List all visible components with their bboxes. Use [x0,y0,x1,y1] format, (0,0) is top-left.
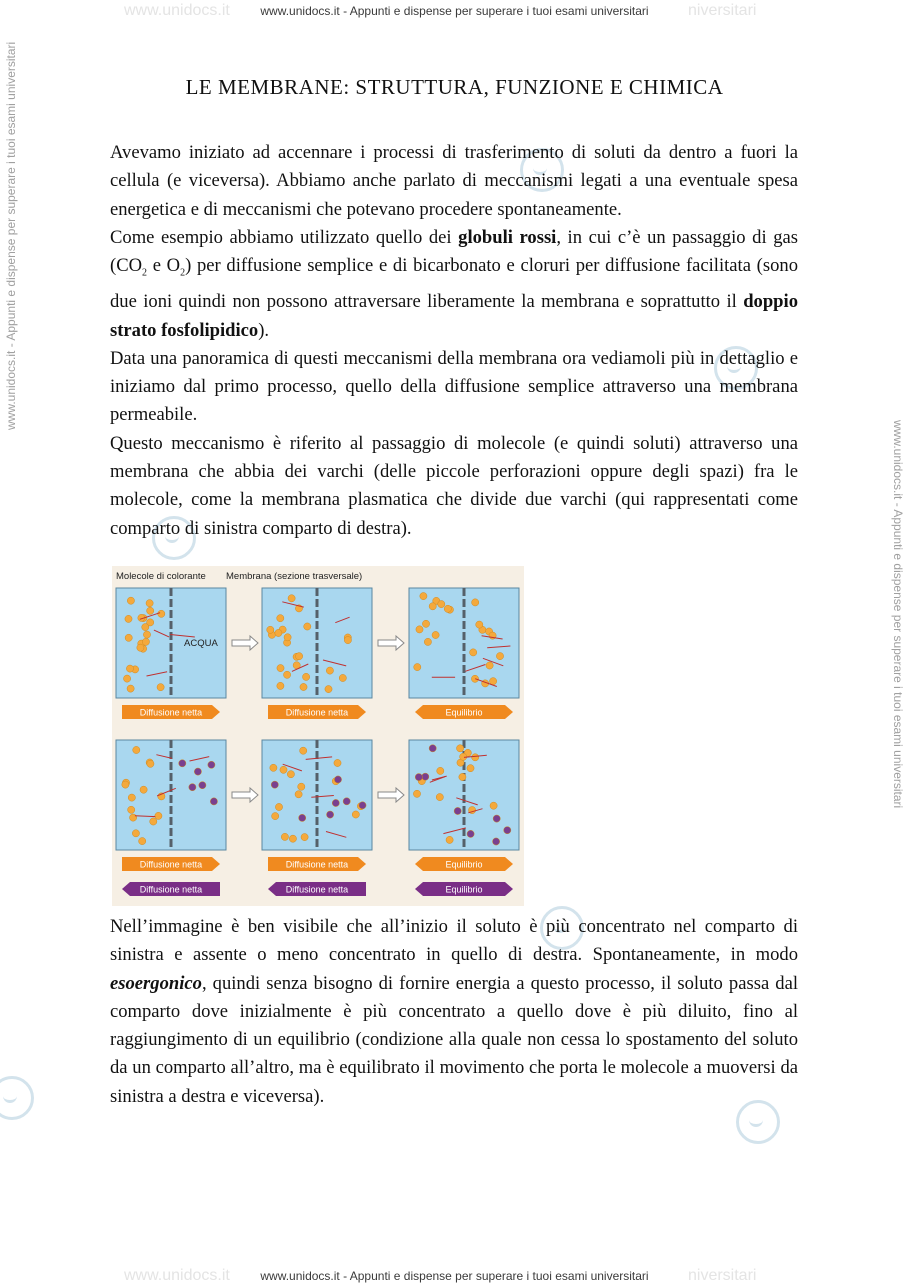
text-segment: , in cui c’è un passaggio di gas (CO [110,226,798,277]
header-watermark: www.unidocs.it - Appunti e dispense per superare i tuoi esami universitari [260,4,649,18]
text-segment: Nell’immagine è ben visibile che all’inizio il soluto è più concentrato nel comparto di sinistra e assente o meno concentrato in quello di destra. Spontaneamente, in modo [110,916,798,966]
molecule-dot [303,673,310,680]
figure-panels [116,588,519,896]
arrow-label-text: Equilibrio [445,707,483,718]
arrow-label-text: Diffusione netta [285,707,349,718]
molecule-dot [128,794,135,801]
molecule-dot [424,638,431,645]
ghost-watermark-left: www.unidocs.it [124,2,230,19]
molecule-dot [142,624,149,631]
molecule-dot [454,807,461,814]
diffusion-figure [112,566,524,906]
molecule-dot [344,637,351,644]
molecule-dot [126,665,133,672]
molecule-dot [429,603,436,610]
molecule-dot [490,802,497,809]
molecule-dot [470,649,477,656]
molecule-dot [284,671,291,678]
italic-term: esoergonico [110,972,202,994]
molecule-dot [422,620,429,627]
molecule-dot [359,802,366,809]
molecule-dot [147,760,154,767]
footer-watermark: www.unidocs.it - Appunti e dispense per superare i tuoi esami universitari [260,1269,649,1283]
text-segment: Data una panoramica di questi meccanismi della membrana ora vediamoli più in dettaglio e iniziamo dal primo processo, quello della diffusione semplice attraverso una membrana permeabile. [110,347,798,426]
step-arrow-icon [232,788,258,802]
bold-term: doppio strato fosfolipidico [110,291,798,341]
molecule-dot [304,623,311,630]
molecule-dot [496,653,503,660]
step-arrow-icon [378,636,404,650]
molecule-dot [467,830,474,837]
molecule-dot [179,760,186,767]
ghost-watermark-right: niversitari [688,2,757,19]
molecule-dot [300,747,307,754]
molecule-dot [275,803,282,810]
molecule-dot [432,631,439,638]
molecule-dot [137,644,144,651]
molecule-dot [146,600,153,607]
text-segment: ) per diffusione semplice e di bicarbonato e cloruri per diffusione facilitata (sono due ioni quindi non possono attraversare liberamente la membrana e soprattutto il [110,255,798,313]
molecule-dot [133,746,140,753]
molecule-dot [143,631,150,638]
molecule-dot [332,799,339,806]
molecule-dot [493,838,500,845]
label-water: ACQUA [184,638,218,649]
molecule-dot [270,764,277,771]
molecule-dot [189,784,196,791]
arrow-label-text: Diffusione netta [139,859,203,870]
molecule-dot [281,833,288,840]
molecule-dot [284,634,291,641]
molecule-dot [280,766,287,773]
subscript: 2 [142,267,148,279]
molecule-dot [472,599,479,606]
subscript: 2 [180,267,186,279]
molecule-dot [287,771,294,778]
paragraph-explanation [110,913,798,1111]
molecule-dot [343,798,350,805]
step-arrow-icon [232,636,258,650]
ghost-watermark-left: www.unidocs.it [124,1267,230,1284]
molecule-dot [125,634,132,641]
molecule-dot [158,610,165,617]
text-segment: Avevamo iniziato ad accennare i processi di trasferimento di soluti da dentro a fuori la cellula (e viceversa). Abbiamo anche parlato di meccanismi legati a una eventuale spesa energetica e di meccanismi che potevano procedere spontaneamente. [110,142,798,220]
page-title: LE MEMBRANE: STRUTTURA, FUNZIONE E CHIMICA [185,75,724,99]
molecule-dot [334,776,341,783]
molecule-dot [413,790,420,797]
molecule-dot [416,626,423,633]
molecule-dot [493,815,500,822]
molecule-dot [277,682,284,689]
molecule-dot [486,662,493,669]
molecule-dot [467,765,474,772]
molecule-dot [327,811,334,818]
text-segment: ). [258,319,270,341]
molecule-dot [422,773,429,780]
molecule-dot [199,782,206,789]
molecule-dot [132,830,139,837]
molecule-dot [326,667,333,674]
molecule-dot [339,674,346,681]
molecule-dot [298,783,305,790]
molecule-dot [300,683,307,690]
molecule-dot [210,798,217,805]
molecule-dot [155,812,162,819]
label-membrane: Membrana (sezione trasversale) [226,571,363,582]
molecule-dot [277,665,284,672]
molecule-dot [142,638,149,645]
text-segment: Come esempio abbiamo utilizzato quello dei [110,226,459,248]
molecule-dot [267,626,274,633]
molecule-dot [289,835,296,842]
molecule-dot [490,678,497,685]
molecule-dot [436,794,443,801]
molecule-dot [122,781,129,788]
watermark-logo-icon [0,1076,34,1120]
side-watermark-right: www.unidocs.it - Appunti e dispense per superare i tuoi esami universitari [891,420,905,809]
molecule-dot [125,615,132,622]
molecule-dot [271,781,278,788]
molecule-dot [299,814,306,821]
text-segment: Questo meccanismo è riferito al passaggio di molecole (e quindi soluti) attraverso una membrana che abbia dei varchi (delle piccole perforazioni oppure degli spazi) fra le molecole, come la membrana plasmatica che divide due varchi (qui rappresentati come comparto di sinistra comparto di destra). [110,432,798,539]
molecule-dot [157,684,164,691]
molecule-dot [414,664,421,671]
ghost-watermark-right: niversitari [688,1267,757,1284]
molecule-dot [459,773,466,780]
arrow-label-text: Diffusione netta [285,884,349,895]
molecule-dot [415,774,422,781]
text-segment: , quindi senza bisogno di fornire energia a questo processo, il soluto passa dal comparto dove inizialmente è più concentrato a quello dove è più diluito, fino al raggiungimento di un equilibrio (condizione alla quale non cessa lo spostamento del soluto da un comparto all’altro, ma è equilibrato il movimento che porta le molecole a muoversi da sinistra a destra e viceversa). [110,972,798,1107]
molecule-dot [334,759,341,766]
side-watermark-left: www.unidocs.it - Appunti e dispense per superare i tuoi esami universitari [4,41,18,430]
molecule-dot [301,834,308,841]
molecule-dot [147,607,154,614]
molecule-dot [150,818,157,825]
molecule-dot [325,686,332,693]
label-molecules: Molecole di colorante [116,571,206,582]
molecule-dot [140,786,147,793]
molecule-dot [128,806,135,813]
arrow-label-text: Equilibrio [445,859,483,870]
arrow-label-text: Equilibrio [445,884,483,895]
molecule-dot [352,811,359,818]
paragraph-intro [110,139,798,543]
arrow-label-text: Diffusione netta [139,707,203,718]
molecule-dot [420,593,427,600]
molecule-dot [471,675,478,682]
molecule-dot [444,605,451,612]
molecule-dot [457,745,464,752]
step-arrow-icon [378,788,404,802]
molecule-dot [296,653,303,660]
molecule-dot [275,629,282,636]
molecule-dot [277,615,284,622]
molecule-dot [130,814,137,821]
molecule-dot [437,767,444,774]
molecule-dot [429,745,436,752]
bold-term: globuli rossi [458,226,557,248]
molecule-dot [272,813,279,820]
molecule-dot [472,754,479,761]
molecule-dot [139,838,146,845]
molecule-dot [288,595,295,602]
text-segment: e O [147,255,181,277]
molecule-dot [504,827,511,834]
arrow-label-text: Diffusione netta [139,884,203,895]
molecule-dot [124,675,131,682]
molecule-dot [194,768,201,775]
arrow-label-text: Diffusione netta [285,859,349,870]
molecule-dot [208,761,215,768]
molecule-dot [446,836,453,843]
molecule-dot [438,601,445,608]
molecule-dot [127,597,134,604]
molecule-dot [127,685,134,692]
molecule-dot [295,791,302,798]
molecule-dot [476,621,483,628]
